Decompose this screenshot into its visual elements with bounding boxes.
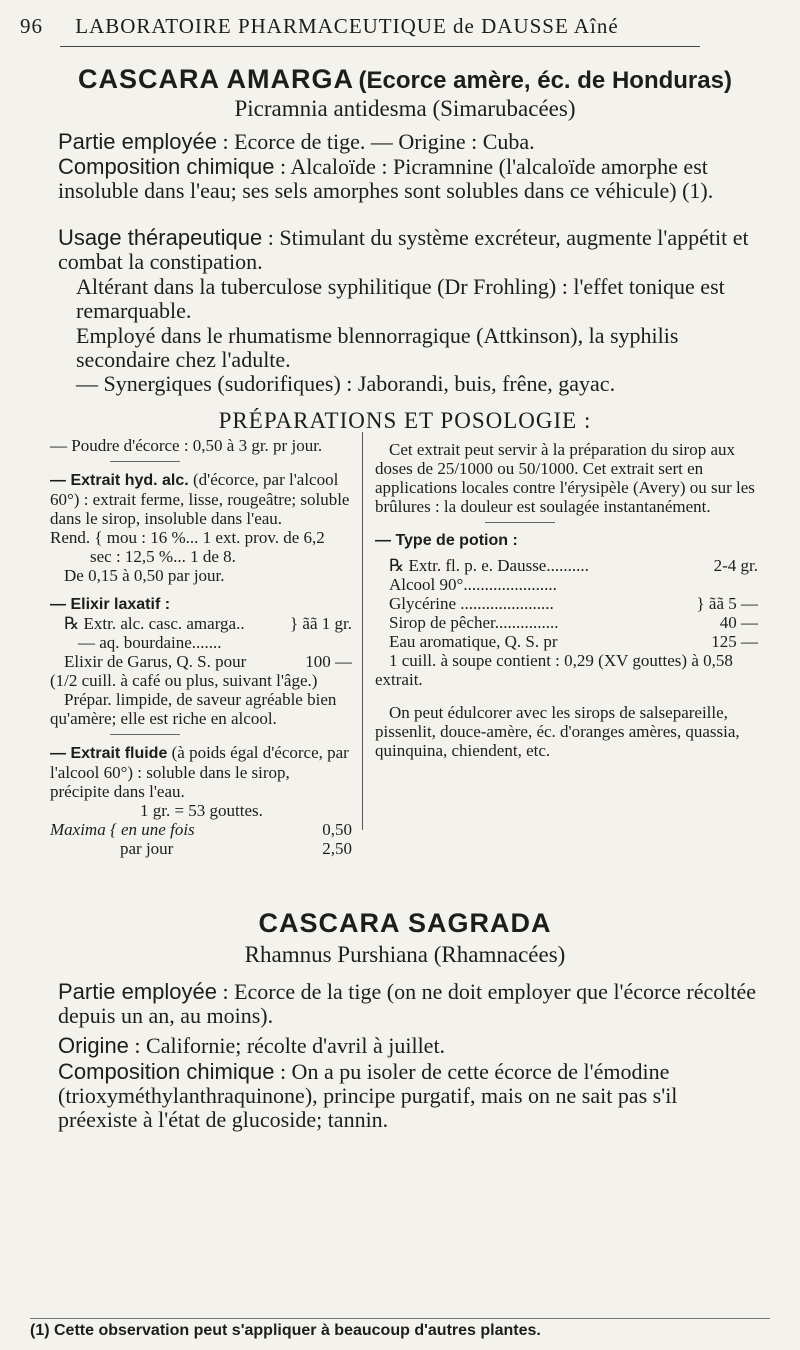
footnote-rule [30,1318,770,1319]
composition-text: : On a pu isoler de cette écorce de l'émodine (trioxyméthylanthraquinone), principe purgatif, mais on ne sait pas s'il préexiste à l'état de glucoside; tannin. [58,1059,678,1132]
origine-label: Origine [58,1033,129,1058]
separator [110,734,180,735]
synergiques: — Synergiques (sudorifiques) : Jaborandi, buis, frêne, gayac. [76,371,616,396]
cascara-amarga-title [40,64,770,95]
extrait-fluide [50,743,352,801]
elixir-head: — Elixir laxatif : [50,596,171,613]
running-head-text: LABORATOIRE PHARMACEUTIQUE de DAUSSE Aîné [75,14,619,38]
usage-paragraph-2: Altérant dans la tuberculose syphilitique (Dr Frohling) : l'effet tonique est remarquable. [76,274,725,323]
cascara-sagrada-subtitle: Rhamnus Purshiana (Rhamnacées) [244,942,566,967]
usage-therapeutique [58,226,758,274]
partie-employee [58,130,758,154]
title-main: CASCARA SAGRADA [258,908,552,938]
dose: De 0,15 à 0,50 par jour. [64,566,225,585]
title-main: CASCARA AMARGA [78,64,355,94]
potion-4-label: Sirop de pêcher............... [389,613,559,632]
partie-text: : Ecorce de la tige (on ne doit employer que l'écorce récoltée depuis un an, au moins). [58,979,757,1028]
fluide-head: — Extrait fluide [50,745,168,762]
partie-label: Partie employée [58,129,217,154]
sagrada-origine [58,1034,758,1058]
running-head [20,14,780,39]
edulcorer: On peut édulcorer avec les sirops de salsepareille, pissenlit, douce-amère, éc. d'oranges amères, quassia, quinquina, chiendent, etc. [375,703,740,760]
elixir-12-value: } ãã 1 gr. [290,614,352,633]
potion-row-1 [375,556,758,575]
usage-text: : Stimulant du système excréteur, augmente l'appétit et combat la constipation. [58,225,749,274]
title-paren: (Ecorce amère, éc. de Honduras) [358,67,732,94]
separator [485,522,555,523]
elixir-3-value: 100 — [305,652,352,671]
composition-text: : Alcaloïde : Picramnine (l'alcaloïde amorphe est insoluble dans l'eau; ses sels amorphes sont solubles dans ce véhicule) (1). [58,154,714,203]
separator [110,461,180,462]
fluide-gouttes: 1 gr. = 53 gouttes. [140,801,263,820]
header-rule [60,46,700,47]
usage-paragraph-3: Employé dans le rhumatisme blennorragique (Attkinson), la syphilis secondaire chez l'adulte. [76,323,679,372]
extrait-usage: Cet extrait peut servir à la préparation du sirop aux doses de 25/1000 ou 50/1000. Cet extrait sert en applications locales contre l'érysipèle (Avery) ou sur les brûlures : la douleur est soulagée instantanément. [375,440,755,516]
potion-23-value: } ãã 5 — [696,594,758,613]
sagrada-partie-employee [58,980,758,1028]
partie-text: : Ecorce de tige. — Origine : Cuba. [222,129,535,154]
partie-label: Partie employée [58,979,217,1004]
potion-note: 1 cuill. à soupe contient : 0,29 (XV gouttes) à 0,58 extrait. [375,651,733,689]
rend-2: sec : 12,5 %... 1 de 8. [90,547,236,566]
preparations-right-column [375,440,758,760]
extrait-hyd [50,470,352,528]
potion-1-value: 2-4 gr. [713,556,758,575]
page-number: 96 [20,14,43,38]
maxima-2-value: 2,50 [322,839,352,858]
composition-chimique [58,155,758,203]
column-divider [362,432,363,830]
composition-label: Composition chimique [58,1059,275,1084]
potion-2-label: Alcool 90°...................... [389,575,557,594]
sagrada-composition [58,1060,758,1132]
maxima-2-label: par jour [120,839,174,858]
poudre: — Poudre d'écorce : 0,50 à 3 gr. pr jour. [50,436,323,455]
maxima-1-value: 0,50 [322,820,352,839]
elixir-3-label: Elixir de Garus, Q. S. pour [64,652,247,671]
potion-5-value: 125 — [711,632,758,651]
potion-row-4 [375,613,758,632]
maxima-1-label: Maxima { en une fois [50,820,195,839]
elixir-row-1 [50,614,352,633]
usage-label: Usage thérapeutique [58,225,263,250]
elixir-2-label: — aq. bourdaine....... [78,633,222,652]
potion-4-value: 40 — [719,613,758,632]
potion-1-label: ℞ Extr. fl. p. e. Dausse.......... [389,556,589,575]
potion-5-label: Eau aromatique, Q. S. pr [389,632,558,651]
potion-row-3 [375,594,758,613]
footnote: (1) Cette observation peut s'appliquer à beaucoup d'autres plantes. [30,1322,541,1339]
maxima-row-1 [50,820,352,839]
rend-1: Rend. { mou : 16 %... 1 ext. prov. de 6,2 [50,528,325,547]
fluide-text: (à poids égal d'écorce, par l'alcool 60°) : soluble dans le sirop, précipite dans l'eau. [50,743,349,801]
preparations-title: PRÉPARATIONS ET POSOLOGIE : [218,408,592,433]
potion-3-label: Glycérine ...................... [389,594,554,613]
elixir-1-label: ℞ Extr. alc. casc. amarga.. [64,614,245,633]
potion-head: — Type de potion : [375,532,518,549]
cascara-sagrada-title [40,908,770,939]
origine-text: : Californie; récolte d'avril à juillet. [134,1033,446,1058]
elixir-note: (1/2 cuill. à café ou plus, suivant l'âge.) [50,671,318,690]
cascara-amarga-subtitle: Picramnia antidesma (Simarubacées) [234,96,576,121]
maxima-row-2 [50,839,352,858]
preparations-left-column [50,436,352,858]
extrait-hyd-head: — Extrait hyd. alc. [50,472,189,489]
elixir-row-3 [50,652,352,671]
elixir-desc: Prépar. limpide, de saveur agréable bien qu'amère; elle est riche en alcool. [50,690,337,728]
potion-row-5 [375,632,758,651]
extrait-hyd-text: (d'écorce, par l'alcool 60°) : extrait ferme, lisse, rougeâtre; soluble dans le sirop, insoluble dans l'eau. [50,470,350,528]
composition-label: Composition chimique [58,154,275,179]
